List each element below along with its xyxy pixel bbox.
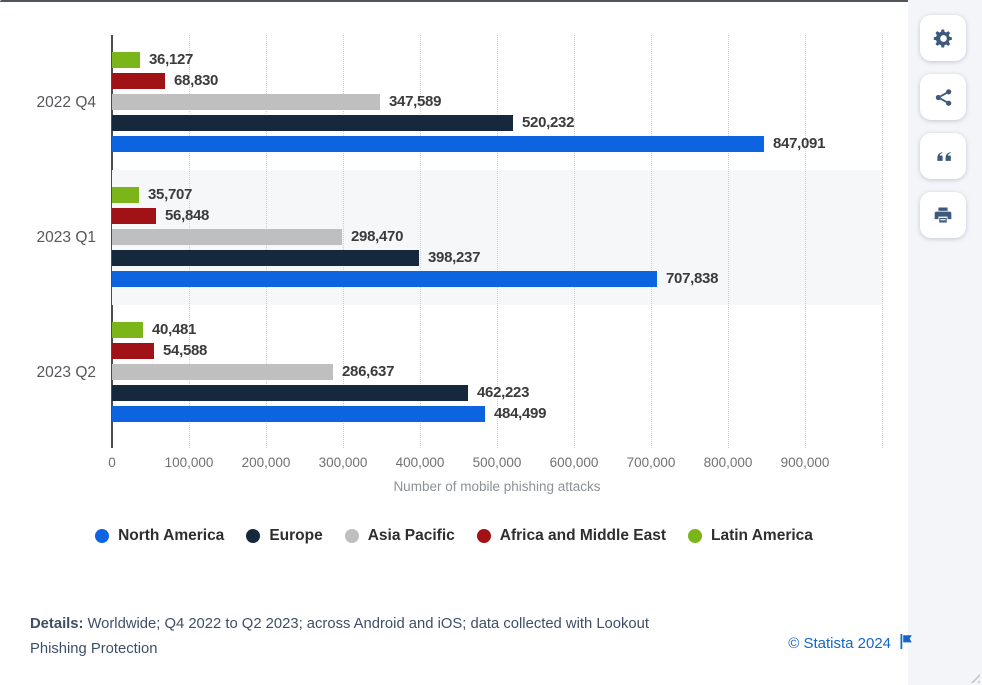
legend-dot-north-america <box>95 529 109 543</box>
bar-europe-2023-q2 <box>112 384 530 401</box>
bar-asia-pacific-2023-q1 <box>112 228 404 245</box>
legend-item-asia-pacific <box>345 527 455 545</box>
bar-value-label: 40,481 <box>152 321 197 338</box>
details-body: Worldwide; Q4 2022 to Q2 2023; across Android and iOS; data collected with Lookout Phishing Protection <box>30 616 649 657</box>
legend-dot-europe <box>246 529 260 543</box>
details-text <box>30 612 650 661</box>
bar-asia-pacific-2023-q2 <box>112 363 395 380</box>
bar-asia-pacific-2022-q4 <box>112 93 442 110</box>
legend-item-north-america <box>95 527 224 545</box>
legend-item-latin-america <box>688 527 813 545</box>
bar-value-label: 398,237 <box>428 249 481 266</box>
legend-dot-asia-pacific <box>345 529 359 543</box>
bar-europe-2023-q1 <box>112 249 481 266</box>
x-axis-tick-800000: 800,000 <box>703 455 753 470</box>
category-label-2023-q2: 2023 Q2 <box>36 363 96 381</box>
bar-value-label: 462,223 <box>477 384 530 401</box>
bar-value-label: 520,232 <box>522 114 575 131</box>
details-label: Details: <box>30 616 84 632</box>
bar-africa-and-middle-east-2023-q1 <box>112 207 210 224</box>
bar-latin-america-2022-q4 <box>112 51 194 68</box>
bar-north-america-2023-q2 <box>112 405 547 422</box>
x-axis-tick-300000: 300,000 <box>318 455 368 470</box>
category-label-2023-q1: 2023 Q1 <box>36 228 96 246</box>
legend-label-asia-pacific: Asia Pacific <box>367 527 455 544</box>
legend-dot-latin-america <box>688 529 702 543</box>
x-axis-tick-0: 0 <box>108 455 116 470</box>
bar-value-label: 35,707 <box>148 186 193 203</box>
legend-item-africa-and-middle-east <box>477 527 666 545</box>
x-axis-tick-400000: 400,000 <box>395 455 445 470</box>
bar-europe-2022-q4 <box>112 114 575 131</box>
legend-dot-africa-and-middle-east <box>477 529 491 543</box>
gridline-700000 <box>651 35 652 448</box>
print-icon <box>933 205 953 225</box>
share-icon <box>934 88 953 107</box>
bar-value-label: 298,470 <box>351 228 404 245</box>
cite-button[interactable] <box>920 133 966 179</box>
flag-icon <box>899 634 912 653</box>
bar-value-label: 54,588 <box>163 342 208 359</box>
legend-label-europe: Europe <box>269 527 323 544</box>
gridline-600000 <box>574 35 575 448</box>
bar-value-label: 56,848 <box>165 207 210 224</box>
legend-label-latin-america: Latin America <box>710 527 813 544</box>
bar-latin-america-2023-q1 <box>112 186 193 203</box>
bar-value-label: 286,637 <box>342 363 395 380</box>
bar-north-america-2023-q1 <box>112 270 719 287</box>
legend <box>0 527 908 545</box>
x-axis-tick-900000: 900,000 <box>780 455 830 470</box>
x-axis-tick-600000: 600,000 <box>549 455 599 470</box>
x-axis-tick-700000: 700,000 <box>626 455 676 470</box>
bar-value-label: 847,091 <box>773 135 826 152</box>
settings-button[interactable] <box>920 15 966 61</box>
bar-north-america-2022-q4 <box>112 135 826 152</box>
share-button[interactable] <box>920 74 966 120</box>
bar-value-label: 68,830 <box>174 72 219 89</box>
x-axis-tick-100000: 100,000 <box>164 455 214 470</box>
category-label-2022-q4: 2022 Q4 <box>36 93 96 111</box>
bar-africa-and-middle-east-2023-q2 <box>112 342 208 359</box>
plot-area <box>36 35 882 494</box>
quote-icon <box>933 146 954 167</box>
bar-value-label: 36,127 <box>149 51 194 68</box>
bar-value-label: 707,838 <box>666 270 719 287</box>
print-button[interactable] <box>920 192 966 238</box>
x-axis-title: Number of mobile phishing attacks <box>393 479 601 494</box>
top-border <box>0 0 908 2</box>
legend-label-africa-and-middle-east: Africa and Middle East <box>499 527 666 544</box>
bar-africa-and-middle-east-2022-q4 <box>112 72 219 89</box>
bar-value-label: 484,499 <box>494 405 547 422</box>
gridline-800000 <box>728 35 729 448</box>
x-axis-tick-500000: 500,000 <box>472 455 522 470</box>
gridline-1000000 <box>882 35 883 448</box>
statista-credit-text: © Statista 2024 <box>788 635 891 652</box>
statista-credit[interactable] <box>788 634 912 653</box>
bar-value-label: 347,589 <box>389 93 442 110</box>
x-axis-tick-200000: 200,000 <box>241 455 291 470</box>
bar-latin-america-2023-q2 <box>112 321 197 338</box>
legend-item-europe <box>246 527 322 545</box>
gear-icon <box>933 28 954 49</box>
gridline-900000 <box>805 35 806 448</box>
legend-label-north-america: North America <box>118 527 225 544</box>
